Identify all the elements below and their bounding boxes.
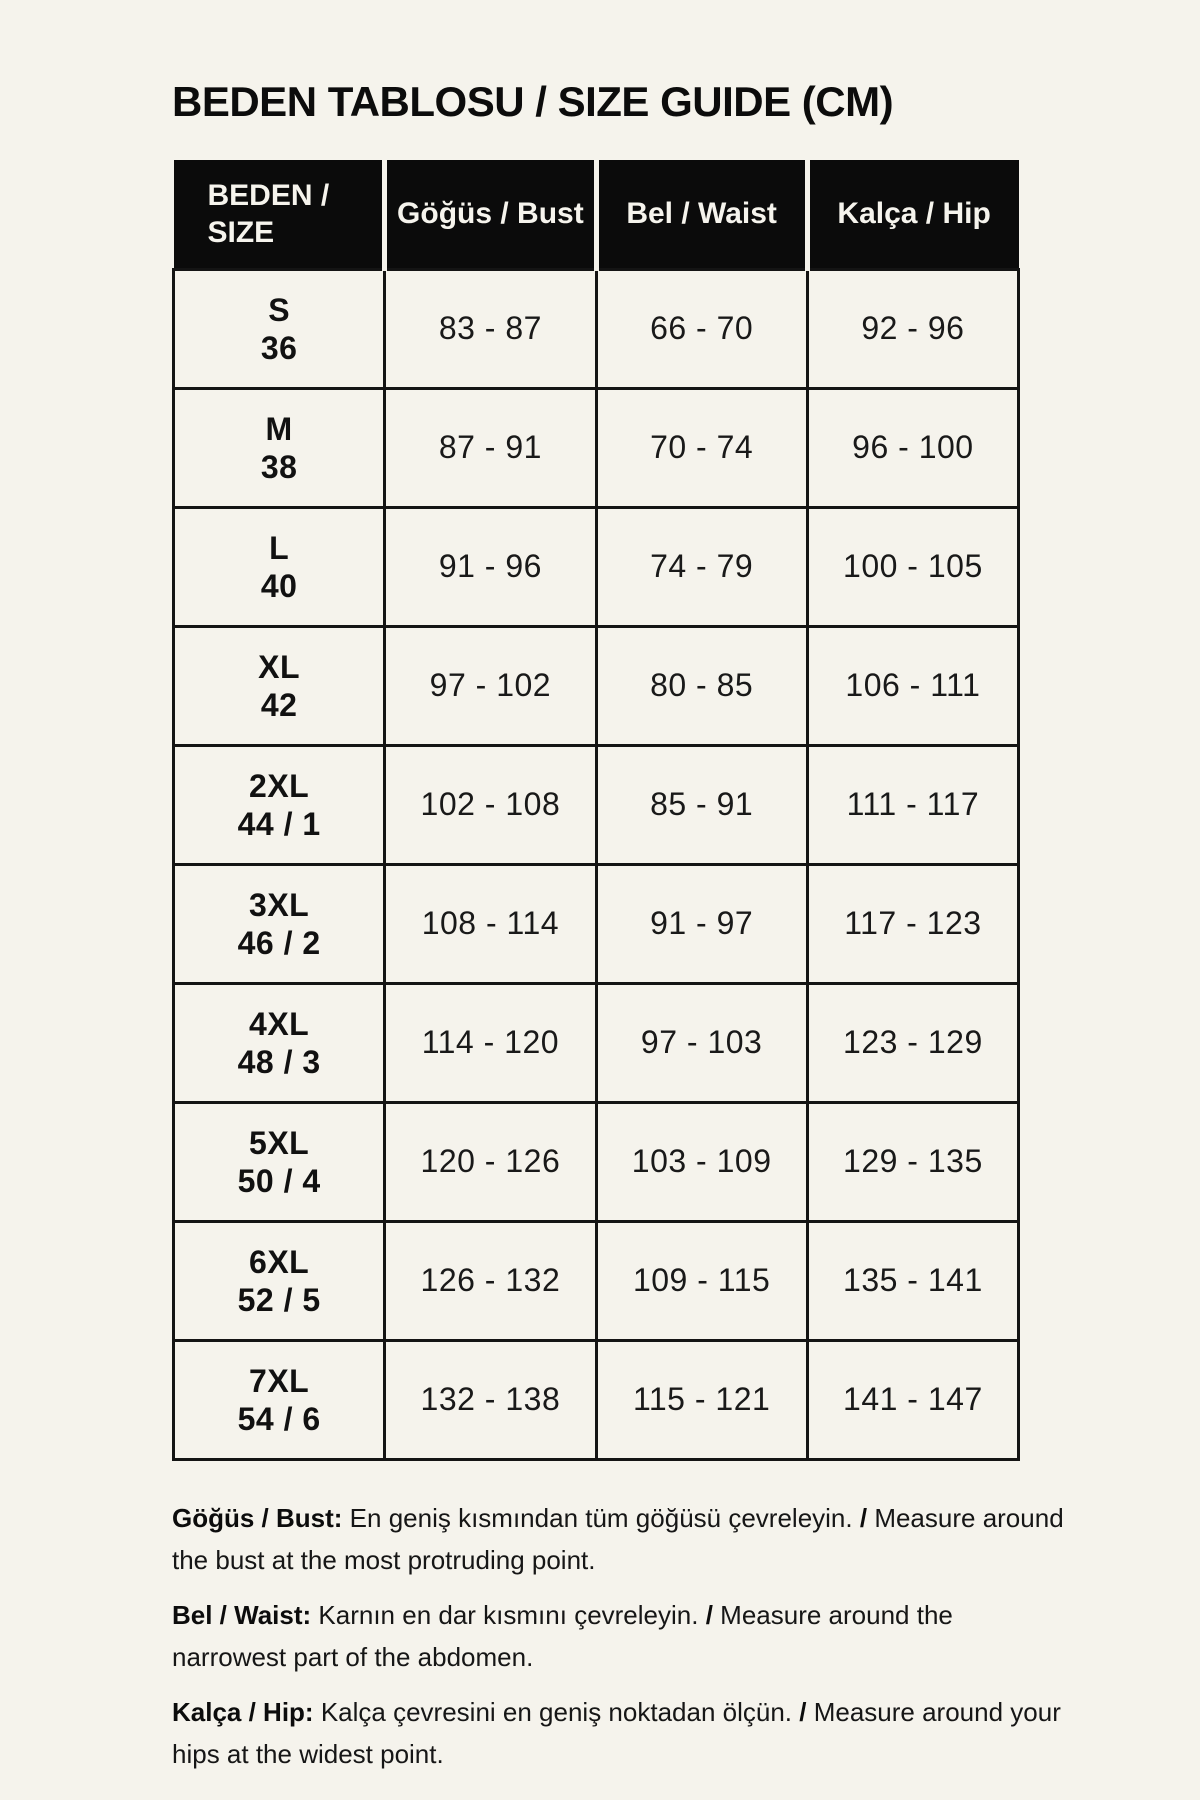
size-cell [174,507,385,626]
waist-cell: 109 - 115 [596,1221,807,1340]
note-bust-separator: / [859,1502,868,1533]
size-cell [174,388,385,507]
table-row [174,269,1019,388]
table-row [174,745,1019,864]
size-label: 2XL [249,767,310,804]
header-row [174,160,1019,269]
waist-cell: 103 - 109 [596,1102,807,1221]
size-table-header [174,160,1019,269]
table-row [174,1221,1019,1340]
size-cell [174,626,385,745]
hip-cell: 96 - 100 [807,388,1018,507]
note-hip [172,1691,1068,1775]
bust-cell: 126 - 132 [385,1221,596,1340]
size-number: 36 [260,329,298,366]
bust-cell: 120 - 126 [385,1102,596,1221]
size-number: 46 / 2 [237,924,321,961]
note-hip-text-tr: Kalça çevresini en geniş noktadan ölçün. [320,1696,793,1727]
size-number: 38 [260,448,298,485]
size-cell [174,983,385,1102]
measurement-notes [172,1497,1068,1775]
waist-cell: 66 - 70 [596,269,807,388]
bust-cell: 97 - 102 [385,626,596,745]
note-bust-label: Göğüs / Bust: [172,1502,343,1533]
bust-cell: 114 - 120 [385,983,596,1102]
size-number: 54 / 6 [237,1400,321,1437]
note-hip-label: Kalça / Hip: [172,1696,314,1727]
size-label: 4XL [249,1005,310,1042]
waist-cell: 80 - 85 [596,626,807,745]
size-number: 42 [260,686,298,723]
waist-cell: 70 - 74 [596,388,807,507]
waist-cell: 97 - 103 [596,983,807,1102]
waist-cell: 115 - 121 [596,1340,807,1459]
hip-cell: 100 - 105 [807,507,1018,626]
size-label: 6XL [249,1243,310,1280]
waist-cell: 85 - 91 [596,745,807,864]
hip-cell: 129 - 135 [807,1102,1018,1221]
waist-cell: 91 - 97 [596,864,807,983]
hip-cell: 106 - 111 [807,626,1018,745]
size-label: M [265,410,293,447]
column-header-waist: Bel / Waist [596,160,807,269]
table-row [174,507,1019,626]
size-number: 48 / 3 [237,1043,321,1080]
hip-cell: 111 - 117 [807,745,1018,864]
note-waist-label: Bel / Waist: [172,1599,312,1630]
size-label: 7XL [249,1362,310,1399]
bust-cell: 108 - 114 [385,864,596,983]
note-bust-text-en: Measure around the bust at the most protruding point. [172,1502,1064,1575]
hip-cell: 117 - 123 [807,864,1018,983]
size-label: 3XL [249,886,310,923]
note-hip-text-en: Measure around your hips at the widest point. [172,1696,1061,1769]
hip-cell: 135 - 141 [807,1221,1018,1340]
note-bust [172,1497,1068,1581]
column-header-size: BEDEN / SIZE [174,160,385,269]
size-label: S [268,291,291,328]
size-cell [174,864,385,983]
page-title: BEDEN TABLOSU / SIZE GUIDE (CM) [172,78,894,125]
size-cell [174,745,385,864]
hip-cell: 141 - 147 [807,1340,1018,1459]
size-number: 40 [260,567,298,604]
note-bust-text-tr: En geniş kısmından tüm göğüsü çevreleyin. [349,1502,853,1533]
size-number: 50 / 4 [237,1162,321,1199]
size-table [172,160,1020,1461]
bust-cell: 83 - 87 [385,269,596,388]
hip-cell: 92 - 96 [807,269,1018,388]
note-waist-text-tr: Karnın en dar kısmını çevreleyin. [318,1599,699,1630]
bust-cell: 132 - 138 [385,1340,596,1459]
waist-cell: 74 - 79 [596,507,807,626]
note-hip-separator: / [799,1696,807,1727]
note-waist [172,1594,1068,1678]
note-waist-separator: / [705,1599,713,1630]
size-cell [174,1221,385,1340]
bust-cell: 102 - 108 [385,745,596,864]
table-row [174,388,1019,507]
table-row [174,983,1019,1102]
size-cell [174,269,385,388]
table-row [174,626,1019,745]
size-table-body [174,269,1019,1459]
column-header-bust: Göğüs / Bust [385,160,596,269]
size-cell [174,1340,385,1459]
bust-cell: 91 - 96 [385,507,596,626]
bust-cell: 87 - 91 [385,388,596,507]
table-row [174,1340,1019,1459]
size-number: 52 / 5 [237,1281,321,1318]
table-row [174,864,1019,983]
size-cell [174,1102,385,1221]
note-waist-text-en: Measure around the narrowest part of the abdomen. [172,1599,953,1672]
table-row [174,1102,1019,1221]
hip-cell: 123 - 129 [807,983,1018,1102]
size-label: 5XL [249,1124,310,1161]
size-label: XL [258,648,301,685]
size-label: L [269,529,290,566]
column-header-hip: Kalça / Hip [807,160,1018,269]
size-number: 44 / 1 [237,805,321,842]
